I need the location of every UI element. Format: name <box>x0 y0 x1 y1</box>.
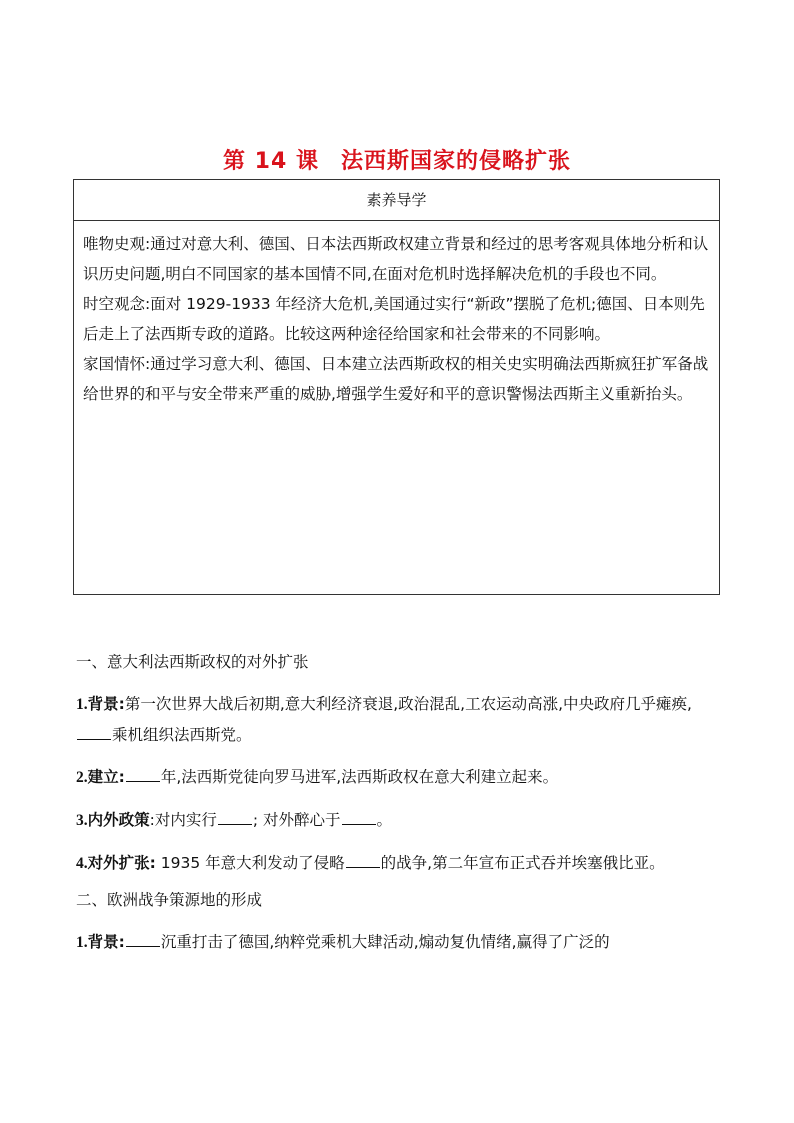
guide-body <box>74 221 719 409</box>
question-background: 1.背景:第一次世界大战后初期,意大利经济衰退,政治混乱,工农运动高涨,中央政府几乎瘫痪,乘机组织法西斯党。 <box>76 695 692 744</box>
guide-item-patriotism: 家国情怀:通过学习意大利、德国、日本建立法西斯政权的相关史实明确法西斯疯狂扩军备战给世界的和平与安全带来严重的威胁,增强学生爱好和平的意识警惕法西斯主义重新抬头。 <box>83 355 709 403</box>
section-heading: 二、欧洲战争策源地的形成 <box>76 891 263 909</box>
guide-heading: 素养导学 <box>74 180 719 221</box>
lesson-number: 第 14 课 <box>223 149 319 174</box>
section-heading: 一、意大利法西斯政权的对外扩张 <box>76 653 309 671</box>
lesson-title <box>0 144 794 175</box>
answer-blank[interactable] <box>77 725 111 740</box>
answer-blank[interactable] <box>342 810 376 825</box>
literacy-guide-box <box>73 179 720 595</box>
question-expansion: 4.对外扩张: 1935 年意大利发动了侵略 的战争,第二年宣布正式吞并埃塞俄比亚。 <box>76 854 665 872</box>
question-europe-background: 1.背景: 沉重打击了德国,纳粹党乘机大肆活动,煽动复仇情绪,赢得了广泛的 <box>76 933 610 951</box>
answer-blank[interactable] <box>126 767 160 782</box>
question-establishment: 2.建立: 年,法西斯党徒向罗马进军,法西斯政权在意大利建立起来。 <box>76 768 559 786</box>
guide-item-time-space: 时空观念:面对 1929-1933 年经济大危机,美国通过实行“新政”摆脱了危机;德国、日本则先后走上了法西斯专政的道路。比较这两种途径给国家和社会带来的不同影响。 <box>83 295 705 343</box>
section-italy <box>76 647 721 958</box>
lesson-name: 法西斯国家的侵略扩张 <box>340 149 571 174</box>
question-policies: 3.内外政策:对内实行 ; 对外醉心于 。 <box>76 811 393 829</box>
answer-blank[interactable] <box>218 810 252 825</box>
guide-item-historical-materialism: 唯物史观:通过对意大利、德国、日本法西斯政权建立背景和经过的思考客观具体地分析和认识历史问题,明白不同国家的基本国情不同,在面对危机时选择解决危机的手段也不同。 <box>83 235 709 283</box>
answer-blank[interactable] <box>346 853 380 868</box>
answer-blank[interactable] <box>126 932 160 947</box>
